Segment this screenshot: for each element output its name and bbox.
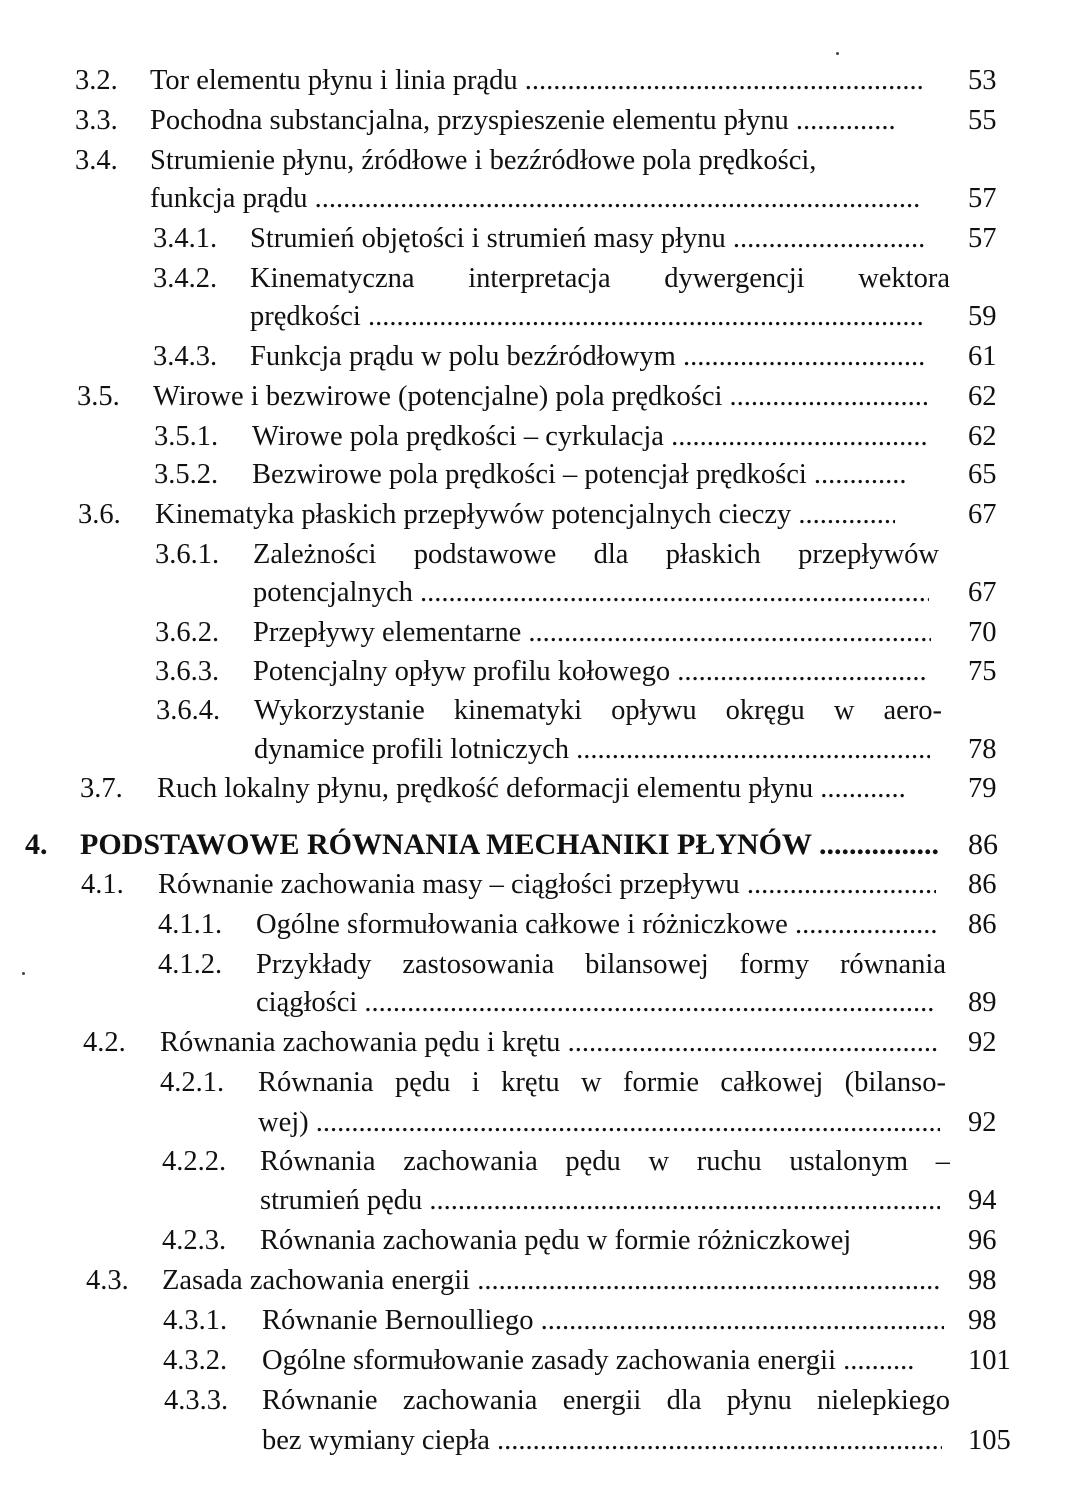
toc-entry-page: 78 [968, 734, 997, 765]
toc-entry-title: wej) ..... [258, 1106, 940, 1140]
toc-entry-title: Równania zachowania pędu w formie różniczkowej [260, 1225, 852, 1256]
toc-entry-number: 3.4.3. [153, 341, 218, 372]
toc-chapter-number: 4. [25, 828, 48, 861]
toc-entry-number: 4.3.2. [163, 1345, 228, 1376]
toc-entry-number: 3.6.4. [156, 695, 221, 726]
toc-entry-title: Równanie Bernoulliego ..... [262, 1304, 944, 1338]
toc-entry-number: 3.4.1. [153, 223, 218, 254]
toc-entry-page: 75 [968, 656, 997, 687]
toc-entry-number: 4.3.1. [163, 1305, 228, 1336]
toc-entry-number: 3.5. [77, 381, 120, 412]
toc-entry-number: 4.1. [81, 869, 124, 900]
scan-speck [836, 52, 839, 55]
toc-entry-number: 3.6.1. [155, 539, 220, 570]
toc-entry-number: 3.4. [75, 145, 118, 176]
toc-entry-number: 3.6.2. [155, 617, 220, 648]
toc-entry-page: 62 [968, 381, 997, 412]
toc-entry-title: dynamice profili lotniczych ..... [254, 733, 930, 767]
toc-entry-title: Zasada zachowania energii ..... [162, 1264, 942, 1298]
toc-entry-page: 96 [968, 1225, 997, 1256]
toc-entry-page: 53 [968, 65, 997, 96]
toc-entry-page: 57 [968, 223, 997, 254]
toc-entry-title: Ruch lokalny płynu, prędkość deformacji elementu płynu ..... [157, 772, 907, 806]
toc-entry-page: 92 [968, 1027, 997, 1058]
toc-entry-number: 3.3. [75, 105, 118, 136]
toc-entry-page: 86 [968, 869, 997, 900]
toc-entry-number: 3.6.3. [155, 656, 220, 687]
toc-entry-title: Równanie zachowania masy – ciągłości przepływu ..... [158, 868, 936, 902]
toc-entry-title: potencjalnych ..... [253, 576, 929, 610]
toc-entry-title: Strumień objętości i strumień masy płynu ..... [250, 222, 924, 256]
toc-entry-title: Pochodna substancjalna, przyspieszenie elementu płynu ..... [150, 104, 894, 138]
toc-entry-title: ciągłości ..... [256, 986, 936, 1020]
toc-entry-number: 4.1.2. [158, 949, 223, 980]
toc-entry-title: Przykłady zastosowania bilansowej formy równania [256, 949, 946, 980]
toc-entry-page: 55 [968, 105, 997, 136]
toc-entry-number: 3.7. [80, 773, 123, 804]
toc-entry-number: 3.5.2. [154, 459, 219, 490]
toc-entry-number: 4.1.1. [158, 909, 223, 940]
toc-entry-number: 4.2.3. [162, 1225, 227, 1256]
toc-entry-title: Równania pędu i krętu w formie całkowej (bilanso- [258, 1067, 946, 1098]
toc-entry-page: 65 [968, 459, 997, 490]
toc-entry-number: 4.2. [83, 1027, 126, 1058]
toc-entry-page: 94 [968, 1185, 997, 1216]
toc-entry-page: 86 [968, 828, 998, 861]
toc-entry-title: Przepływy elementarne ..... [253, 616, 931, 650]
toc-entry-page: 70 [968, 617, 997, 648]
toc-entry-title: Wirowe pola prędkości – cyrkulacja ..... [252, 420, 928, 454]
toc-entry-page: 59 [968, 301, 997, 332]
toc-entry-number: 4.3. [86, 1265, 129, 1296]
toc-entry-number: 3.2. [75, 65, 118, 96]
toc-entry-number: 4.2.1. [160, 1067, 225, 1098]
toc-entry-page: 61 [968, 341, 997, 372]
toc-entry-title: Kinematyczna interpretacja dywergencji wektora [250, 263, 950, 294]
toc-entry-title: Wirowe i bezwirowe (potencjalne) pola prędkości ..... [153, 380, 927, 414]
toc-entry-title: Funkcja prądu w polu bezźródłowym ..... [250, 340, 926, 374]
toc-entry-title: prędkości ..... [250, 300, 924, 334]
toc-entry-number: 3.5.1. [154, 421, 219, 452]
toc-entry-number: 4.3.3. [164, 1385, 229, 1416]
toc-entry-title: Wykorzystanie kinematyki opływu okręgu w aero- [254, 695, 942, 726]
toc-entry-title: funkcja prądu ..... [150, 182, 922, 216]
toc-chapter-title: PODSTAWOWE RÓWNANIA MECHANIKI PŁYNÓW ..... [80, 828, 938, 862]
toc-entry-page: 67 [968, 577, 997, 608]
toc-entry-page: 98 [968, 1265, 997, 1296]
toc-entry-number: 4.2.2. [162, 1146, 227, 1177]
toc-entry-page: 101 [968, 1345, 1011, 1376]
toc-entry-page: 105 [968, 1425, 1011, 1456]
toc-entry-number: 3.6. [78, 499, 121, 530]
toc-entry-title: Potencjalny opływ profilu kołowego ..... [253, 655, 925, 689]
toc-entry-title: Kinematyka płaskich przepływów potencjalnych cieczy ..... [155, 498, 895, 532]
toc-entry-title: Strumienie płynu, źródłowe i bezźródłowe pola prędkości, [150, 145, 817, 176]
toc-entry-title: Bezwirowe pola prędkości – potencjał prędkości ..... [252, 458, 908, 492]
toc-entry-page: 79 [968, 773, 997, 804]
toc-entry-page: 98 [968, 1305, 997, 1336]
toc-entry-title: Równanie zachowania energii dla płynu nielepkiego [262, 1385, 950, 1416]
scan-speck [22, 972, 25, 975]
toc-entry-title: Zależności podstawowe dla płaskich przepływów [253, 539, 939, 570]
toc-entry-title: Równania zachowania pędu i krętu ..... [160, 1026, 940, 1060]
toc-entry-page: 67 [968, 499, 997, 530]
toc-entry-title: bez wymiany ciepła ..... [262, 1424, 942, 1458]
toc-entry-title: Ogólne sformułowanie zasady zachowania energii ..... [262, 1344, 916, 1378]
toc-entry-page: 89 [968, 987, 997, 1018]
toc-entry-page: 62 [968, 421, 997, 452]
toc-entry-page: 92 [968, 1107, 997, 1138]
toc-entry-title: Ogólne sformułowania całkowe i różniczkowe ..... [256, 908, 938, 942]
toc-entry-title: strumień pędu ..... [260, 1184, 940, 1218]
toc-entry-page: 86 [968, 909, 997, 940]
toc-entry-title: Tor elementu płynu i linia prądu ..... [150, 64, 922, 98]
toc-entry-number: 3.4.2. [153, 263, 218, 294]
toc-entry-title: Równania zachowania pędu w ruchu ustalonym – [260, 1146, 950, 1177]
toc-entry-page: 57 [968, 183, 997, 214]
